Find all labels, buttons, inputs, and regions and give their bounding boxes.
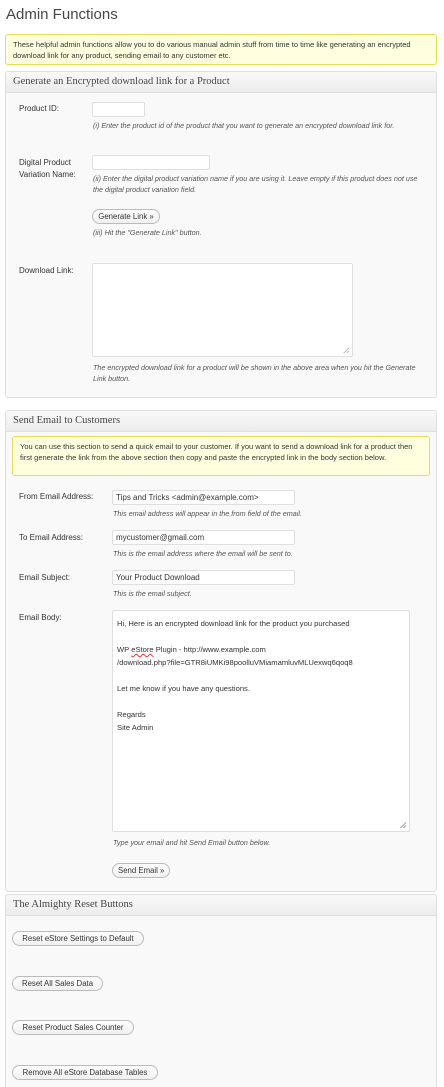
email-subject-label: Email Subject: [19,573,71,582]
download-link-label: Download Link: [19,266,74,275]
variation-label-2: Variation Name: [19,170,76,179]
email-body-line: Regards [117,710,146,719]
variation-help: (ii) Enter the digital product variation name if you are using it. Leave empty if this product does not use the digital product variation field. [93,174,418,194]
email-body-line: /download.php?file=GTR8iUMKi98poolluVMiamamluvMLUexwq6qoq8 [117,658,353,667]
email-body-line: Site Admin [117,723,154,732]
to-email-label: To Email Address: [19,533,84,542]
resize-grip-icon[interactable] [343,347,349,353]
email-body-line: WP eStore Plugin - http://www.example.com [117,645,266,654]
product-id-help: (i) Enter the product id of the product that you want to generate an encrypted download link for. [93,121,395,130]
to-email-help: This is the email address where the email will be sent to. [113,549,293,558]
from-email-help: This email address will appear in the from field of the email. [113,509,302,518]
reset-sales-counter-button[interactable]: Reset Product Sales Counter [12,1020,134,1035]
generate-link-button[interactable]: Generate Link » [92,209,160,224]
from-email-input[interactable]: Tips and Tricks <admin@example.com> [112,490,295,505]
send-email-button[interactable]: Send Email » [112,863,170,878]
email-notice [12,436,430,476]
variation-label-1: Digital Product [19,158,72,167]
email-subject-input[interactable]: Your Product Download [112,570,295,585]
send-email-heading: Send Email to Customers [6,411,436,432]
product-id-input[interactable] [92,102,145,117]
email-body-help: Type your email and hit Send Email button below. [113,838,271,847]
email-body-line: Hi, Here is an encrypted download link for the product you purchased [117,619,350,628]
remove-tables-button[interactable]: Remove All eStore Database Tables [12,1065,158,1080]
reset-settings-button[interactable]: Reset eStore Settings to Default [12,931,144,946]
variation-input[interactable] [92,155,210,170]
email-body-line: Let me know if you have any questions. [117,684,250,693]
reset-heading: The Almighty Reset Buttons [6,895,436,916]
to-email-input[interactable]: mycustomer@gmail.com [112,530,295,545]
email-body-label: Email Body: [19,613,62,622]
email-subject-help: This is the email subject. [113,589,192,598]
email-body-textarea[interactable] [112,610,410,832]
from-email-label: From Email Address: [19,492,94,501]
product-id-label: Product ID: [19,104,60,113]
intro-notice-text: These helpful admin functions allow you to do various manual admin stuff from time to time like generating an encrypted download link for any product, sending email to any customer etc. [13,40,411,60]
page-title: Admin Functions [6,6,118,23]
email-notice-text: You can use this section to send a quick email to your customer. If you want to send a download link for a product then first generate the link from the above section then copy and paste the encrypted link in the body section below. [20,442,413,462]
download-link-help: The encrypted download link for a product will be shown in the above area when you hit the Generate Link button. [93,363,416,383]
resize-grip-icon[interactable] [400,822,406,828]
reset-sales-data-button[interactable]: Reset All Sales Data [12,976,103,991]
generate-help: (iii) Hit the "Generate Link" button. [93,228,202,237]
intro-notice [5,34,437,65]
generate-link-heading: Generate an Encrypted download link for a Product [6,72,436,93]
download-link-textarea[interactable] [92,263,353,357]
